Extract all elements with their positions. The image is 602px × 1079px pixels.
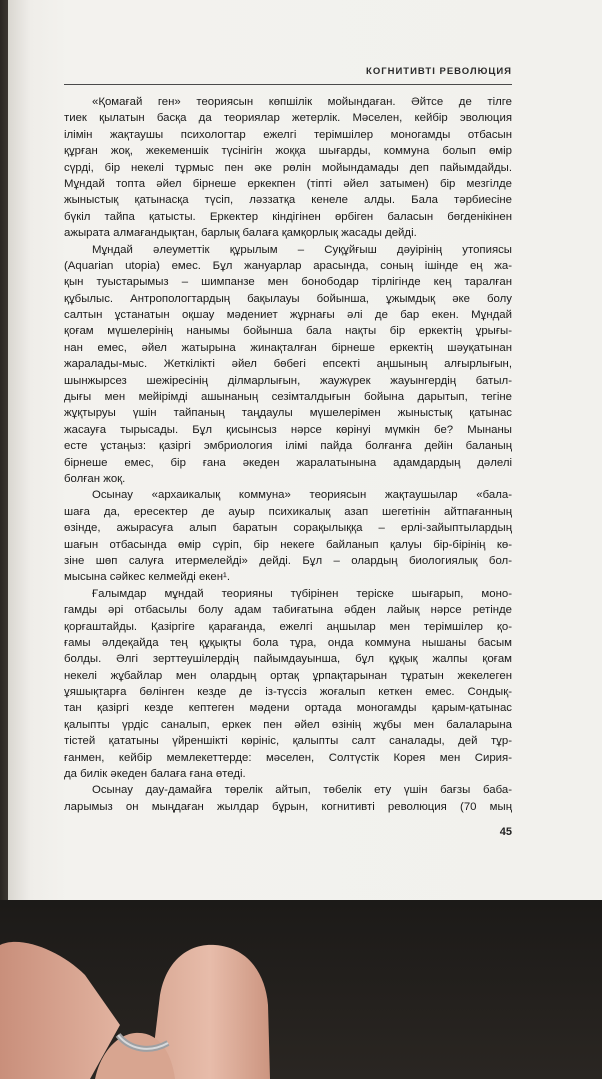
page-number: 45 [499,826,512,838]
text-line: дығы мен мейірімді ашынаның сезімталдығын бойына дарытып, тегіне [64,391,512,404]
text-line: Осынау дау-дамайға төрелік айтып, төбелік ету үшін бағзы баба- [92,784,512,797]
text-line: сүрді, бір некелі тұрмыс пен әке рөлін мойындамады деп пайымдайды. [64,161,512,174]
text-line: есте ұстаңыз: қазіргі эмбриология ілімі пайда болғанға дейін баланың [64,440,512,453]
text-line: жаралады-мыс. Жеткілікті әйел бөбегі епсекті аңшының алғырлығын, [64,358,512,371]
text-line: шаға да, ересектер де ауыр психикалық азап шегетінін айтпағанның [64,505,512,518]
text-line: шағын отбасында өмір сүріп, бір некеге байланып қалуы бір-бірінің кө- [64,538,512,551]
text-line: қорғаштайды. Қазіргіге қарағанда, ежелгі аңшылар мен терімшілер қо- [64,620,512,633]
text-line: тан қазіргі кезде кептеген мәдени ортада моногамды қарым-қатынас [64,702,512,715]
text-line: гамды әрі отбасылы болу адам табиғатына әбден лайық нәрсе ретінде [64,604,512,617]
text-line: ажырата алмағандықтан, барлық балаға қамқорлық жасады дейді. [64,227,417,240]
text-line: тістей қататыны үйреншікті көрініс, қалыпты салт саналады, дей тұр- [64,735,512,748]
text-line: болған жоқ. [64,472,126,485]
text-line: қоғам мүшелерінің нанымы бойынша бала нақты бір еркектің ұрығы- [64,325,512,338]
text-line: «Қомағай ген» теориясын көпшілік мойындаған. Әйтсе де тілге [92,96,512,108]
text-line: жыныстық қатынасқа түсіп, ләззатқа кенеле алды. Бала тәрбиесіне [64,194,512,207]
text-line: құрған жоқ, жекеменшік түсінігін жоққа шығарды, коммуна болып өмір [64,145,512,158]
text-line: ғамы әлдеқайда тең құқықты бола тұра, онда коммуна нышаны басым [64,636,512,649]
header-rule [64,84,512,85]
body-text [64,94,512,815]
text-line: шынжырсез шежіресінің ділмарлығын, жаужүрек жауынгердің батыл- [64,374,512,387]
text-line: (Aquarian utopia) емес. Бұл жануарлар арасында, соның ішінде ең жа- [64,259,512,272]
text-line: мысына сәйкес келмейді екен¹. [64,571,231,584]
text-line: бірнеше емес, бір ғана әкеден жаралатынына адамдардың дәлелі [64,456,512,469]
book-page [8,0,602,900]
text-line: зіне шөп салуға итермелейді» дейді. Бұл – олардың биологиялық бол- [64,554,512,567]
text-line: ғанмен, кейбір мемлекеттерде: мәселен, Солтүстік Корея мен Сирия- [64,751,512,764]
text-line: ұяшықтарға бөлінген кезде де із-түссіз жоғалып кеткен емес. Сондық- [64,686,512,699]
holding-hand-image [0,905,290,1079]
text-line: салтын ұстанатын оқшау мәдениет жұрнағы әлі де бар екен. Мұндай [64,309,512,322]
text-line: Мұндай әлеуметтік құрылым – Суқұйғыш дәуірінің утопиясы [92,243,512,256]
text-line: жұқтыруы үшін тайпаның таңдаулы мүшелерімен жыныстық қатынас [64,407,512,420]
text-line: құбылыс. Антропологтардың бақылауы бойынша, ұжымдық әке болу [64,292,512,305]
text-line: тиек қылатын басқа да теориялар жетерлік. Мәселен, кейбір эволюция [64,112,512,125]
text-line: ілімін жақтаушы психологтар ежелгі терімшілер моногамды отбасын [64,128,512,141]
text-line: Ғалымдар мұндай теорияны түбірінен теріске шығарып, моно- [92,587,512,600]
text-line: болды. Әлгі зерттеушілердің пайымдауынша, бұл құқық жалпы қоғам [64,653,512,666]
text-line: нан емес, әйел жатырына жинақталған бірнеше еркектің шәуқатынан [64,341,512,354]
text-line: да билік әкеден балаға ғана өтеді. [64,768,246,781]
text-line: қын туыстарымыз – шимпанзе мен бонободар тірлігінде кең таралған [64,276,512,289]
text-line: Мұндай топта әйел бірнеше еркекпен (тіпті әйел затымен) бір мезгілде [64,177,512,190]
text-line: жасауға тырысады. Бұл қисынсыз нәрсе көрінуі мүмкін бе? Мынаны [64,423,512,436]
text-line: бүкіл тайпа қатысты. Еркектер кіндігінен өрбіген баласын бөгденікінен [64,210,512,223]
text-line: өзінде, ажырасуға алып баратын сорақылыққа – ерлі-зайыптылардың [64,522,512,535]
text-line: қалыпты үрдіс саналып, еркек пен әйел өзінің жұбы мен балаларына [64,718,512,731]
text-line: ларымыз он мыңдаған жылдар бұрын, когнитивті революция (70 мың [64,800,512,813]
running-header: КОГНИТИВТІ РЕВОЛЮЦИЯ [366,66,512,77]
text-line: некелі жұбайлар мен олардың ортақ ұрпақтарынан тұратын жекелеген [64,669,512,682]
text-line: Осынау «архаикалық коммуна» теориясын жақтаушылар «бала- [92,489,512,502]
